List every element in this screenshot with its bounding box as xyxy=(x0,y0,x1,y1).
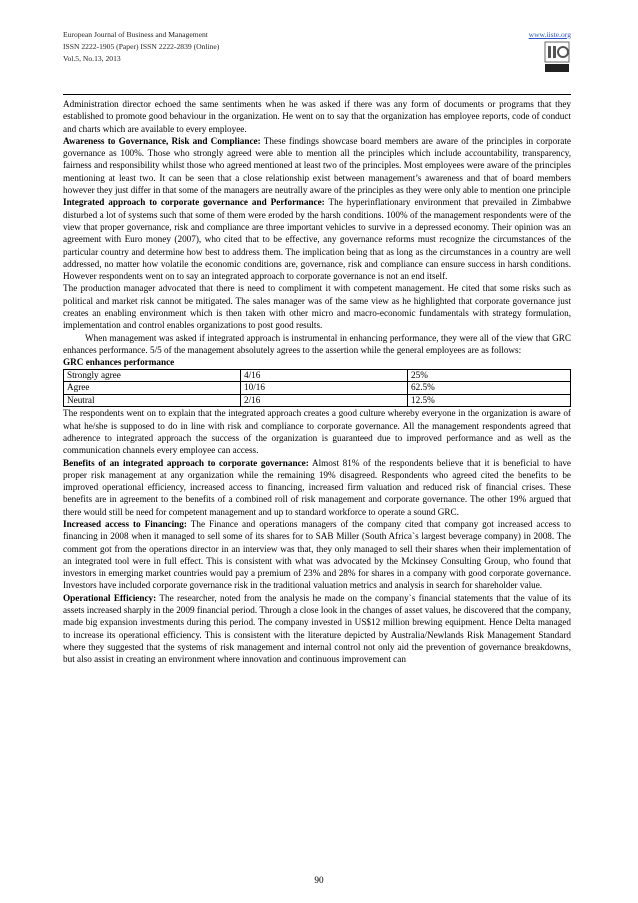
journal-url-link[interactable]: www.iiste.org xyxy=(528,30,571,39)
table-title: GRC enhances performance xyxy=(63,357,175,368)
table-cell-count: 10/16 xyxy=(241,382,408,395)
table-cell-percent: 62.5% xyxy=(408,382,571,395)
table-row xyxy=(64,382,571,395)
issn: ISSN 2222-1905 (Paper) ISSN 2222-2839 (Online) xyxy=(63,42,220,51)
paragraph: The respondents went on to explain that the integrated approach creates a good culture whereby everyone in the organization is aware of what he/she is supposed to do in line with risk and compliance to corporate governance. All the management respondents agreed that adherence to integrated approach the success of the organization is guaranteed due to improved performance and as well as the communication channels every employee can access. xyxy=(63,408,571,456)
journal-name: European Journal of Business and Management xyxy=(63,30,208,39)
paragraph: Benefits of an integrated approach to corporate governance: Almost 81% of the respondents believe that it is beneficial to have proper risk management at any organization while the remaining 19% disagreed. Respondents who agreed cited the benefits to be improved operational efficiency, increased access to financing, increased firm valuation and reduced risk of financial crises. These benefits are in agreement to the benefits of a combined roll of risk management and corporate governance. The other 19% argued that there would still be need for competent management and up to standard workforce to operate a sound GRC. xyxy=(63,457,571,517)
paragraph: When management was asked if integrated approach is instrumental in enhancing performance, they were all of the view that GRC enhances performance. 5/5 of the management absolutely agrees to the assertion while the general employees are as follows: xyxy=(63,332,571,355)
paragraph: Administration director echoed the same sentiments when he was asked if there was any form of documents or programs that they established to promote good behaviour in the organization. He went on to say that the organization has employee reports, code of conduct and charts which are available to every employee. xyxy=(63,99,571,134)
article-body xyxy=(63,98,571,666)
table-cell-label: Agree xyxy=(64,382,241,395)
table-cell-label: Strongly agree xyxy=(64,369,241,382)
iiste-logo xyxy=(543,40,571,74)
header-rule xyxy=(63,94,571,95)
table-cell-percent: 25% xyxy=(408,369,571,382)
section-heading: Operational Efficiency: xyxy=(63,592,157,603)
section-heading: Benefits of an integrated approach to corporate governance: xyxy=(63,457,309,468)
section-heading: Increased access to Financing: xyxy=(63,518,187,529)
paragraph: Awareness to Governance, Risk and Compliance: These findings showcase board members are aware of the principles in corporate governance as 100%. Those who strongly agreed were able to mention all the principles which include accountability, transparency, fairness and responsibility whilst those who agreed mentioned at least two of the principles. Most employees were aware of the principles mentioning at least two. It can be seen that a close relationship exist between management’s awareness and that of board members however they just differ in that some of the managers are neutrally aware of the principles as they were only able to mention one principle xyxy=(63,135,571,196)
page-number: 90 xyxy=(314,875,324,885)
section-heading: Awareness to Governance, Risk and Compliance: xyxy=(63,135,261,146)
table-cell-label: Neutral xyxy=(64,394,241,407)
paragraph: Operational Efficiency: The researcher, noted from the analysis he made on the company`s financial statements that the value of its assets increased sharply in the 2009 financial period. Through a close look in the changes of asset values, he discovered that the company, made big expansion investments during this period. The company invested in US$12 million brewing equipment. Hence Delta managed to increase its operational efficiency. This is consistent with the literature depicted by Australia/Newlands Risk Management Standard where they suggested that the systems of risk management and internal control not only aid the prevention of governance breakdowns, but also assist in creating an environment where innovation and continuous improvement can xyxy=(63,592,571,665)
table-cell-count: 2/16 xyxy=(241,394,408,407)
volume: Vol.5, No.13, 2013 xyxy=(63,54,121,63)
table-row xyxy=(64,394,571,407)
page-header xyxy=(63,30,571,92)
table-cell-percent: 12.5% xyxy=(408,394,571,407)
paragraph: The production manager advocated that there is need to compliment it with competent management. He cited that some risks such as political and market risk cannot be mitigated. The sales manager was of the same view as he highlighted that corporate governance just creates an enabling environment which is then taken with other micro and macro-economic fundamentals with strategy formulation, implementation and control enables organizations to post good results. xyxy=(63,283,571,331)
section-heading: Integrated approach to corporate governance and Performance: xyxy=(63,197,325,208)
table-row xyxy=(64,369,571,382)
table-cell-count: 4/16 xyxy=(241,369,408,382)
grc-table xyxy=(63,369,571,408)
paragraph: Integrated approach to corporate governance and Performance: The hyperinflationary environment that prevailed in Zimbabwe disturbed a lot of systems such that some of them were eroded by the harsh conditions. 100% of the management respondents were of the view that proper governance, risk and compliance are three important vehicles to survive in a depressed economy. Their opinion was an agreement with Euro money (2007), who cited that to be effective, any governance reforms must recognize the circumstances of the particular country and determine how best to address them. The implication being that as long as the circumstances in a country are well addressed, no matter how volatile the economic conditions are, governance, risk and compliance can ensure success in harsh conditions. However respondents went on to say an integrated approach to corporate governance is not an end itself. xyxy=(63,197,572,282)
paragraph: Increased access to Financing: The Finance and operations managers of the company cited that company got increased access to financing in 2008 when it managed to sell some of its shares for to SAB Miller (South Africa`s largest beverage company) in 2008. The comment got from the operations director in an interview was that, they only managed to sell their shares when their implementation of an integrated tool were in full effect. This is consistent with what was advocated by the Mckinsey Consulting Group, who found that investors in emerging market countries would pay a premium of 23% and 28% for shares in a company with good corporate governance. Investors have included corporate governance risk in the traditional valuation metrics and analysis in search for shareholder value. xyxy=(63,518,571,591)
